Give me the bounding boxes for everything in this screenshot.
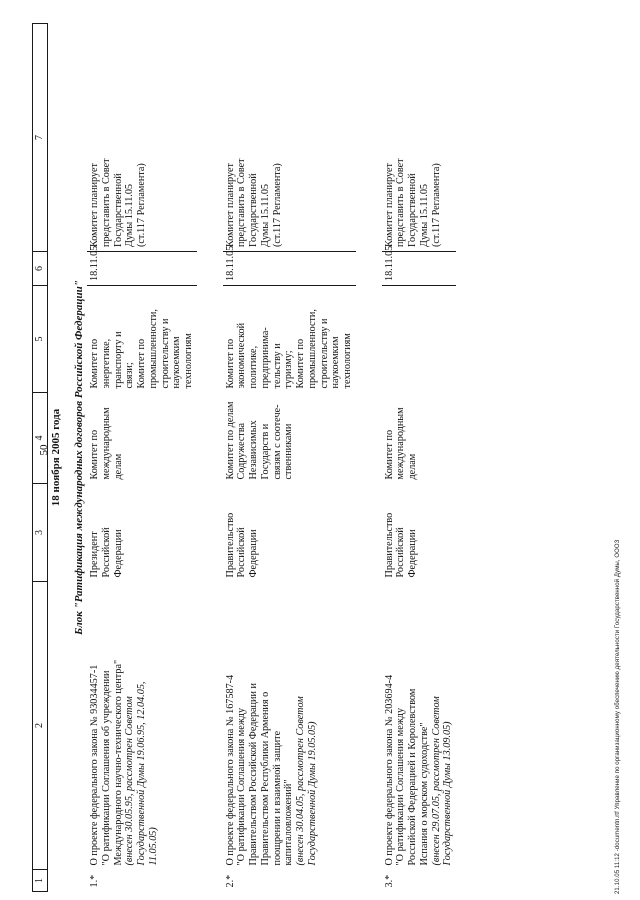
bill-title-line: Российской Федерацией и Королевством bbox=[407, 688, 419, 866]
remark-line: Комитет планирует bbox=[224, 163, 236, 247]
agenda-row bbox=[382, 24, 456, 892]
remark-line: Комитет планирует bbox=[89, 163, 101, 247]
column-number-row bbox=[33, 24, 48, 892]
agenda-row bbox=[87, 24, 196, 892]
remark-line: представить в Совет bbox=[101, 158, 112, 247]
agenda-row bbox=[223, 24, 356, 892]
responsible-committee-line: Комитет по делам bbox=[224, 401, 236, 480]
co-executor-line: Комитет по bbox=[224, 338, 236, 389]
co-executor-line: туризму; bbox=[283, 350, 295, 389]
bill-note-line: (внесен 29.07.05, рассмотрен Советом bbox=[430, 696, 442, 866]
co-executor-line: строительству и bbox=[318, 318, 330, 389]
item-number: 2.* bbox=[224, 874, 236, 888]
bill-title-line: О проекте федерального закона № 203694-4 bbox=[383, 674, 395, 866]
agenda-table bbox=[32, 23, 456, 892]
remark-line: (ст.117 Регламента) bbox=[430, 163, 442, 247]
bill-title-line: Правительством Республики Армения о bbox=[259, 691, 271, 866]
bill-note-line: Государственной Думы 19.06.95, 12.04.05, bbox=[136, 681, 148, 866]
co-executor-line: промышленности, bbox=[306, 309, 318, 389]
remark-line: Думы 15.11.05 bbox=[124, 183, 136, 247]
item-number: 3.* bbox=[383, 874, 395, 888]
bill-note-line: (внесен 30.05.95, рассмотрен Советом bbox=[124, 696, 136, 866]
co-executor-committees bbox=[87, 286, 196, 393]
bill-title-line: Испания о морском судоходстве" bbox=[418, 722, 430, 866]
responsible-committee-line: делам bbox=[112, 453, 124, 480]
remark-line: Государственной bbox=[407, 173, 419, 247]
co-executor-line: экономической bbox=[236, 322, 248, 389]
remark-line: представить в Совет bbox=[236, 158, 248, 247]
bill-description bbox=[382, 582, 456, 870]
responsible-committee-line: делам bbox=[407, 453, 419, 480]
initiator-line: Российской bbox=[395, 527, 407, 578]
bill-title-line: "О ратификации Соглашения между bbox=[236, 707, 248, 866]
initiator-line: Российской bbox=[236, 527, 248, 578]
co-executor-line: тельству и bbox=[271, 343, 283, 389]
remark-line: Государственной bbox=[248, 173, 260, 247]
remark bbox=[223, 24, 356, 252]
column-header-4: 4 bbox=[33, 393, 48, 484]
remark-line: Думы 15.11.05 bbox=[259, 183, 271, 247]
remark-line: Государственной bbox=[112, 173, 124, 247]
bill-note-line: Государственной Думы 19.05.05) bbox=[306, 721, 318, 866]
remark bbox=[382, 24, 456, 252]
responsible-committee bbox=[382, 393, 456, 484]
row-spacer bbox=[356, 24, 382, 892]
responsible-committee bbox=[223, 393, 356, 484]
initiator-line: Президент bbox=[89, 531, 101, 578]
initiator-line: Федерации bbox=[407, 529, 419, 578]
responsible-committee-line: ственниками bbox=[283, 423, 295, 480]
review-date: 18.11.05 bbox=[223, 252, 356, 286]
co-executor-line: транспорту и bbox=[112, 331, 124, 389]
initiator bbox=[87, 484, 196, 582]
date-heading: 18 ноября 2005 года bbox=[50, 408, 62, 507]
page-number: 50 bbox=[38, 444, 50, 456]
spacer-cell bbox=[356, 24, 382, 892]
bill-title-line: О проекте федерального закона № 93034457-1 bbox=[89, 664, 101, 866]
responsible-committee-line: Независимых bbox=[248, 420, 260, 480]
column-header-1: 1 bbox=[33, 870, 48, 892]
bill-note-line: (внесен 30.04.05, рассмотрен Советом bbox=[295, 696, 307, 866]
responsible-committee-line: международным bbox=[101, 407, 112, 480]
block-heading-row bbox=[48, 24, 88, 892]
column-header-5: 5 bbox=[33, 286, 48, 393]
initiator-line: Федерации bbox=[112, 529, 124, 578]
co-executor-line: политике, bbox=[248, 345, 260, 389]
co-executor-line: технологиям bbox=[341, 333, 353, 389]
co-executor-line: строительству и bbox=[159, 318, 171, 389]
bill-description bbox=[223, 582, 356, 870]
co-executor-committees bbox=[223, 286, 356, 393]
initiator bbox=[223, 484, 356, 582]
co-executor-committees bbox=[382, 286, 456, 393]
responsible-committee-line: Комитет по bbox=[383, 429, 395, 480]
co-executor-line: связи; bbox=[124, 362, 136, 389]
column-header-7: 7 bbox=[33, 24, 48, 252]
initiator bbox=[382, 484, 456, 582]
remark-line: представить в Совет bbox=[395, 158, 407, 247]
review-date: 18.11.05 bbox=[87, 252, 196, 286]
initiator-line: Федерации bbox=[248, 529, 260, 578]
bill-description bbox=[87, 582, 196, 870]
initiator-line: Правительство bbox=[224, 512, 236, 578]
column-header-6: 6 bbox=[33, 252, 48, 286]
bill-title-line: поощрении и взаимной защите bbox=[271, 730, 283, 866]
remark-line: Комитет планирует bbox=[383, 163, 395, 247]
row-spacer bbox=[197, 24, 223, 892]
item-number: 1.* bbox=[89, 874, 101, 888]
responsible-committee-line: Комитет по bbox=[89, 429, 101, 480]
co-executor-line: предпринима- bbox=[259, 327, 271, 389]
responsible-committee bbox=[87, 393, 196, 484]
review-date: 18.11.05 bbox=[382, 252, 456, 286]
co-executor-line: Комитет по bbox=[295, 338, 307, 389]
responsible-committee-line: международным bbox=[395, 407, 407, 480]
block-heading: Блок "Ратификация международных договоров Российской Федерации" bbox=[72, 280, 85, 635]
co-executor-line: наукоемким bbox=[330, 336, 342, 389]
bill-title-line: капиталовложений" bbox=[283, 779, 295, 866]
column-header-2: 2 bbox=[33, 582, 48, 870]
spacer-cell bbox=[197, 24, 223, 892]
column-header-3: 3 bbox=[33, 484, 48, 582]
bill-title-line: Международного научно-технического центра" bbox=[112, 659, 124, 866]
bill-title-line: "О ратификации Соглашения между bbox=[395, 707, 407, 866]
initiator-line: Российской bbox=[101, 527, 112, 578]
responsible-committee-line: связям с соотече- bbox=[271, 404, 283, 480]
bill-title-line: О проекте федерального закона № 167587-4 bbox=[224, 674, 236, 866]
responsible-committee-line: Государств и bbox=[259, 423, 271, 480]
page-footer: 21.10.05 11:12 -documentn.rtf Управление по организационному обеспечению деятельности Государственной Думы, ОООЗ bbox=[615, 539, 621, 894]
initiator-line: Правительство bbox=[383, 512, 395, 578]
co-executor-line: технологиям bbox=[183, 333, 195, 389]
remark-line: (ст.117 Регламента) bbox=[271, 163, 283, 247]
remark-line: Думы 15.11.05 bbox=[418, 183, 430, 247]
co-executor-line: энергетике, bbox=[101, 338, 112, 389]
co-executor-line: Комитет по bbox=[136, 338, 148, 389]
bill-note-line: 11.05.05) bbox=[147, 827, 159, 866]
bill-title-line: Правительством Российской Федерации и bbox=[248, 683, 260, 866]
bill-title-line: "О ратификации Соглашения об учреждении bbox=[101, 670, 112, 866]
co-executor-line: наукоемким bbox=[171, 336, 183, 389]
co-executor-line: Комитет по bbox=[89, 338, 101, 389]
bill-note-line: Государственной Думы 13.09.05) bbox=[442, 721, 454, 866]
remark bbox=[87, 24, 196, 252]
remark-line: (ст.117 Регламента) bbox=[136, 163, 148, 247]
responsible-committee-line: Содружества bbox=[236, 422, 248, 480]
co-executor-line: промышленности, bbox=[147, 309, 159, 389]
